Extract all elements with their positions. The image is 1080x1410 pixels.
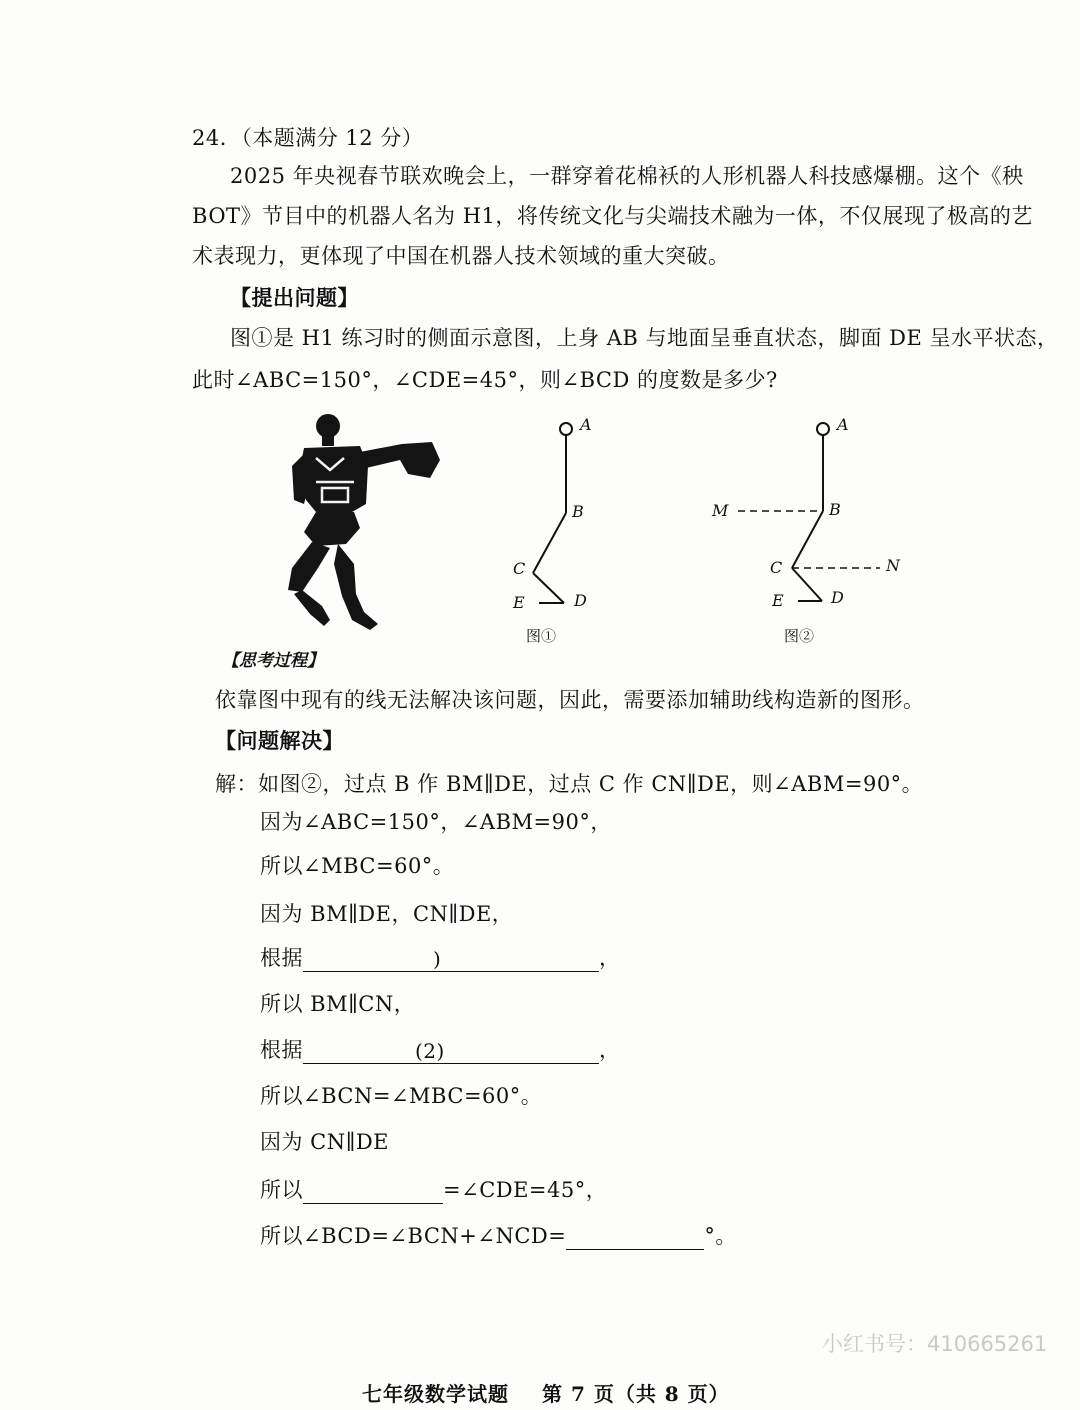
- question-score: （本题满分 12 分）: [241, 126, 424, 150]
- ncd-blank[interactable]: [303, 1181, 443, 1204]
- fig2-label-d: D: [831, 588, 844, 607]
- solve-line-cn-de: 因为 CN∥DE: [260, 1130, 389, 1154]
- fig2-label-n: N: [886, 556, 900, 575]
- final-answer-blank[interactable]: [566, 1227, 704, 1250]
- fig2-label-b: B: [829, 500, 841, 519]
- fig1-label-d: D: [574, 591, 587, 610]
- solve-line-parallel: 所以 BM∥CN，: [260, 992, 416, 1016]
- fig1-label-c: C: [513, 559, 526, 578]
- fig2-label-e: E: [772, 591, 784, 610]
- intro-line-2: BOT》节目中的机器人名为 H1，将传统文化与尖端技术融为一体，不仅展现了极高的艺: [192, 204, 1033, 228]
- footer-page: 第 7 页（共 8 页）: [542, 1382, 730, 1406]
- watermark: 小红书号：410665261: [822, 1332, 1048, 1356]
- thinking-text: 依靠图中现有的线无法解决该问题，因此，需要添加辅助线构造新的图形。: [215, 688, 925, 712]
- intro-line-3: 术表现力，更体现了中国在机器人技术领域的重大突破。: [192, 244, 730, 268]
- final-row: 所以∠BCD=∠BCN+∠NCD= °。: [260, 1224, 737, 1248]
- footer-title: 七年级数学试题: [362, 1382, 509, 1406]
- question-number: 24．（本题满分 12 分）: [192, 126, 424, 150]
- fig2-label-a: A: [837, 415, 849, 434]
- fig2-label-c: C: [770, 558, 783, 577]
- reason-2-row: 根据 (2) ，: [260, 1038, 621, 1063]
- fig1-label-e: E: [513, 593, 525, 612]
- solve-line-1: 解：如图②，过点 B 作 BM∥DE，过点 C 作 CN∥DE，则∠ABM=90°。: [215, 772, 924, 796]
- fig2-label-m: M: [712, 501, 729, 520]
- fig1-label-a: A: [580, 415, 592, 434]
- solve-heading: 【问题解决】: [215, 728, 344, 753]
- fig2-caption: 图②: [784, 627, 815, 645]
- solve-line-4: 因为 BM∥DE，CN∥DE，: [260, 902, 514, 926]
- robot-silhouette-image: [282, 408, 452, 634]
- thinking-heading: 【思考过程】: [222, 651, 324, 671]
- problem-line-1: 图①是 H1 练习时的侧面示意图，上身 AB 与地面呈垂直状态，脚面 DE 呈水平状态，: [230, 326, 1059, 350]
- solve-line-2: 因为∠ABC=150°，∠ABM=90°，: [260, 810, 612, 834]
- solve-line-3: 所以∠MBC=60°。: [260, 854, 455, 878]
- reason-1-row: 根据 ) ，: [260, 946, 621, 971]
- ncd-row: 所以 =∠CDE=45°，: [260, 1178, 608, 1202]
- reason-2-blank[interactable]: (2): [303, 1041, 599, 1064]
- figure-2-diagram: [700, 408, 910, 648]
- figure-1-diagram: [500, 408, 610, 648]
- propose-problem-heading: 【提出问题】: [230, 285, 359, 310]
- fig1-label-b: B: [572, 502, 584, 521]
- solve-line-bcn: 所以∠BCN=∠MBC=60°。: [260, 1084, 543, 1108]
- fig1-caption: 图①: [526, 627, 557, 645]
- reason-1-blank[interactable]: ): [303, 949, 599, 972]
- intro-line-1: 2025 年央视春节联欢晚会上，一群穿着花棉袄的人形机器人科技感爆棚。这个《秧: [230, 164, 1024, 188]
- problem-line-2: 此时∠ABC=150°，∠CDE=45°，则∠BCD 的度数是多少?: [192, 368, 778, 392]
